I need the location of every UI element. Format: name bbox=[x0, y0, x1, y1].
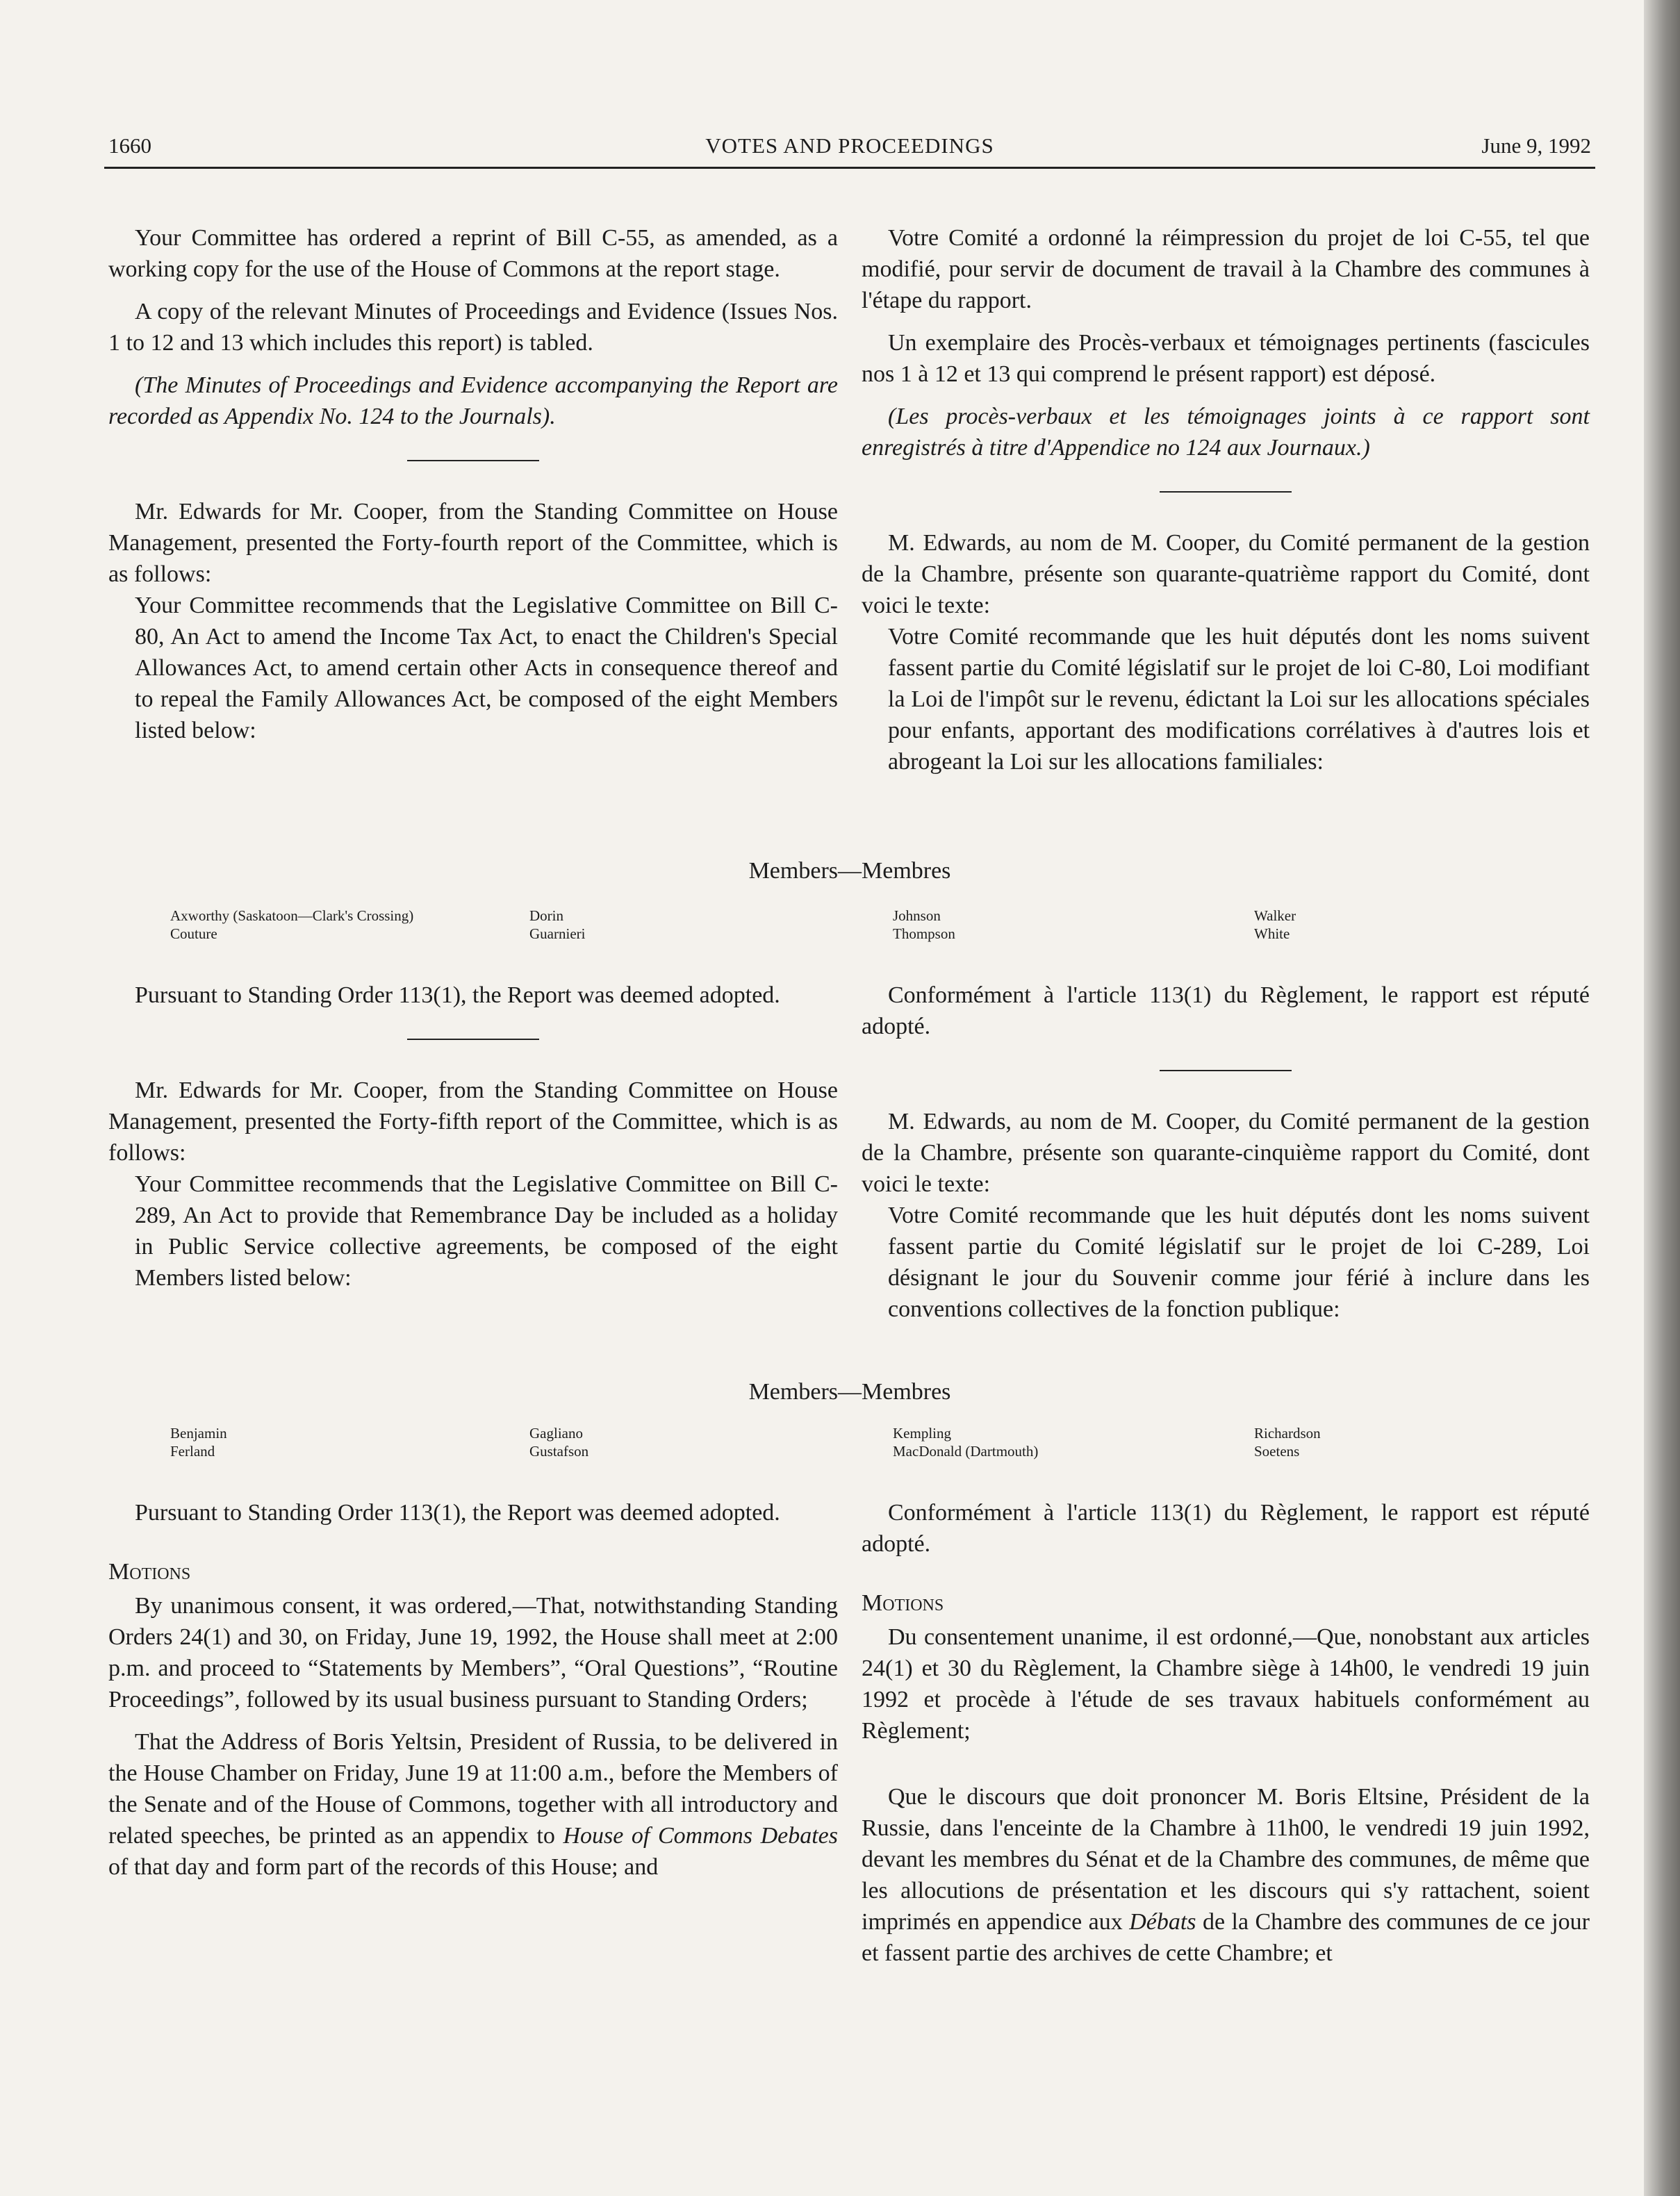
member-name: Gagliano bbox=[529, 1425, 583, 1442]
paragraph: M. Edwards, au nom de M. Cooper, du Comité permanent de la gestion de la Chambre, présente son quarante-cinquième rapport du Comité, dont voici le texte: bbox=[862, 1109, 1590, 1197]
paragraph: By unanimous consent, it was ordered,—That, notwithstanding Standing Orders 24(1) and 30, on Friday, June 19, 1992, the House shall meet at 2:00 p.m. and proceed to “Statements by Members”, “Oral Questions”, “Routine Proceedings”, followed by its usual business pursuant to Standing Orders; bbox=[108, 1593, 838, 1712]
paragraph-italic-text: House of Commons Debates bbox=[563, 1823, 838, 1849]
motions-heading: Motions bbox=[108, 1559, 191, 1585]
member-name: Couture bbox=[170, 925, 217, 942]
paragraph-text: de la Chambre des communes de ce jour et fassent partie des archives de cette Chambre; et bbox=[862, 1909, 1590, 1966]
member-name: Guarnieri bbox=[529, 925, 586, 942]
paragraph: Un exemplaire des Procès-verbaux et témoignages pertinents (fascicules nos 1 à 12 et 13 qui comprend le présent rapport) est déposé. bbox=[862, 330, 1590, 387]
member-name: Kempling bbox=[893, 1425, 951, 1442]
member-name: Thompson bbox=[893, 925, 955, 942]
member-name: Soetens bbox=[1254, 1443, 1300, 1460]
paragraph: Conformément à l'article 113(1) du Règlement, le rapport est réputé adopté. bbox=[862, 982, 1590, 1039]
paragraph: Pursuant to Standing Order 113(1), the Report was deemed adopted. bbox=[135, 982, 780, 1008]
right-column-middle bbox=[862, 980, 1590, 1325]
paragraph-text: Que le discours que doit prononcer M. Boris Eltsine, Président de la Russie, dans l'enceinte de la Chambre à 11h00, le vendredi 19 juin 1992, devant les membres du Sénat et de la Chambre des communes, de même que les allocutions de présentation et les discours qui s'y rattachent, soient imprimés en appendice aux bbox=[862, 1784, 1590, 1935]
paragraph-text: of that day and form part of the records of this House; and bbox=[108, 1854, 659, 1880]
paragraph-text: That the Address of Boris Yeltsin, President of Russia, to be delivered in the House Chamber on Friday, June 19 at 11:00 a.m., before the Members of the Senate and of the House of Commons, together with all introductory and related speeches, be printed as an appendix to bbox=[108, 1729, 838, 1849]
member-name: Johnson bbox=[893, 907, 941, 924]
member-name: MacDonald (Dartmouth) bbox=[893, 1443, 1039, 1460]
document-page bbox=[104, 125, 1595, 2154]
paragraph: A copy of the relevant Minutes of Proceedings and Evidence (Issues Nos. 1 to 12 and 13 which includes this report) is tabled. bbox=[108, 299, 838, 356]
paragraph: (Les procès-verbaux et les témoignages joints à ce rapport sont enregistrés à titre d'Appendice no 124 aux Journaux.) bbox=[862, 404, 1590, 461]
motions-heading: Motions bbox=[862, 1590, 944, 1616]
right-column-bottom bbox=[862, 1497, 1590, 1969]
page-number: 1660 bbox=[108, 133, 151, 158]
paragraph: Votre Comité recommande que les huit députés dont les noms suivent fassent partie du Comité législatif sur le projet de loi C-80, Loi modifiant la Loi de l'impôt sur le revenu, édictant la Loi sur les allocations spéciales pour enfants, apportant des modifications corrélatives à d'autres lois et abrogeant la Loi sur les allocations familiales: bbox=[888, 624, 1590, 775]
right-column-top bbox=[862, 222, 1590, 777]
paragraph-italic-text: Débats bbox=[1129, 1909, 1196, 1935]
book-spine-shadow bbox=[1644, 0, 1680, 2196]
running-title: VOTES AND PROCEEDINGS bbox=[705, 133, 994, 158]
paragraph: Mr. Edwards for Mr. Cooper, from the Standing Committee on House Management, presented the Forty-fourth report of the Committee, which is as follows: bbox=[108, 499, 838, 587]
member-name: Walker bbox=[1254, 907, 1296, 924]
member-name: Ferland bbox=[170, 1443, 215, 1460]
page-header bbox=[104, 125, 1595, 169]
paragraph: Votre Comité a ordonné la réimpression du projet de loi C-55, tel que modifié, pour servir de document de travail à la Chambre des communes à l'étape du rapport. bbox=[862, 225, 1590, 313]
paragraph: Du consentement unanime, il est ordonné,—Que, nonobstant aux articles 24(1) et 30 du Règlement, la Chambre siège à 14h00, le vendredi 19 juin 1992 et procède à l'étude de ses travaux habituels conformément au Règlement; bbox=[862, 1624, 1590, 1744]
left-column-bottom bbox=[108, 1497, 838, 1883]
paragraph: Pursuant to Standing Order 113(1), the Report was deemed adopted. bbox=[135, 1500, 780, 1526]
member-name: Dorin bbox=[529, 907, 563, 924]
member-name: Gustafson bbox=[529, 1443, 589, 1460]
paragraph: M. Edwards, au nom de M. Cooper, du Comité permanent de la gestion de la Chambre, présente son quarante-quatrième rapport du Comité, dont voici le texte: bbox=[862, 530, 1590, 618]
paragraph: Your Committee has ordered a reprint of Bill C-55, as amended, as a working copy for the use of the House of Commons at the report stage. bbox=[108, 225, 838, 282]
header-date: June 9, 1992 bbox=[1481, 133, 1591, 158]
paragraph: Your Committee recommends that the Legislative Committee on Bill C-289, An Act to provide that Remembrance Day be included as a holiday in Public Service collective agreements, be composed of the eight Members listed below: bbox=[135, 1171, 838, 1291]
members-heading: Members—Membres bbox=[748, 1379, 951, 1405]
member-name: White bbox=[1254, 925, 1290, 942]
member-name: Richardson bbox=[1254, 1425, 1321, 1442]
left-column-middle bbox=[108, 980, 838, 1294]
paragraph: Conformément à l'article 113(1) du Règlement, le rapport est réputé adopté. bbox=[862, 1500, 1590, 1557]
paragraph: Your Committee recommends that the Legislative Committee on Bill C-80, An Act to amend the Income Tax Act, to enact the Children's Special Allowances Act, to amend certain other Acts in consequence thereof and to repeal the Family Allowances Act, be composed of the eight Members listed below: bbox=[135, 593, 838, 743]
member-name: Benjamin bbox=[170, 1425, 227, 1442]
paragraph bbox=[108, 1726, 838, 1883]
paragraph: Mr. Edwards for Mr. Cooper, from the Standing Committee on House Management, presented the Forty-fifth report of the Committee, which is as follows: bbox=[108, 1078, 838, 1166]
paragraph: (The Minutes of Proceedings and Evidence accompanying the Report are recorded as Appendix No. 124 to the Journals). bbox=[108, 372, 838, 429]
paragraph: Votre Comité recommande que les huit députés dont les noms suivent fassent partie du Comité législatif sur le projet de loi C-289, Loi désignant le jour du Souvenir comme jour férié à inclure dans les conventions collectives de la fonction publique: bbox=[888, 1203, 1590, 1322]
left-column-top bbox=[108, 222, 838, 746]
paragraph bbox=[862, 1781, 1590, 1969]
member-name: Axworthy (Saskatoon—Clark's Crossing) bbox=[170, 907, 414, 924]
members-heading: Members—Membres bbox=[748, 858, 951, 884]
